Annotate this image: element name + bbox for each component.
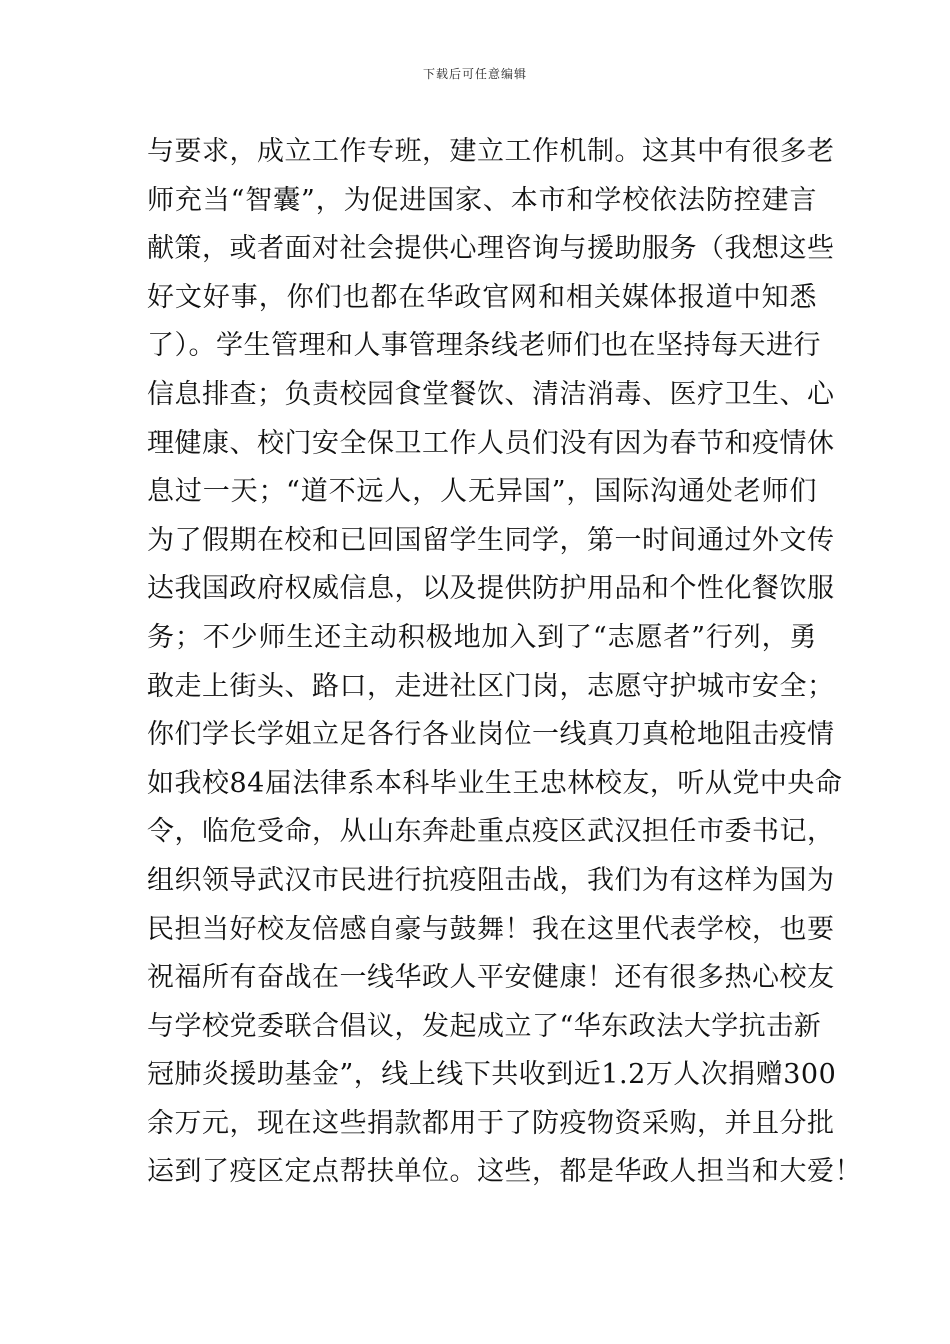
text-line: 与要求，成立工作专班，建立工作机制。这其中有很多老: [147, 136, 835, 167]
text-line: 信息排查；负责校园食堂餐饮、清洁消毒、医疗卫生、心: [147, 378, 835, 410]
text-line: 了）。学生管理和人事管理条线老师们也在坚持每天进行: [147, 330, 821, 362]
text-line: 达我国政府权威信息，以及提供防护用品和个性化餐饮服: [147, 573, 835, 605]
text-line: 余万元，现在这些捐款都用于了防疫物资采购，并且分批: [147, 1107, 835, 1139]
page-header-note: 下载后可任意编辑: [422, 67, 527, 81]
text-line: 如我校84届法律系本科毕业生王忠林校友，听从党中央命: [147, 767, 843, 799]
text-line: 好文好事，你们也都在华政官网和相关媒体报道中知悉: [147, 281, 817, 313]
text-line: 敢走上街头、路口，走进社区门岗，志愿守护城市安全；: [147, 670, 835, 702]
text-line: 与学校党委联合倡议，发起成立了“华东政法大学抗击新: [147, 1010, 822, 1042]
text-line: 运到了疫区定点帮扶单位。这些，都是华政人担当和大爱！: [147, 1156, 862, 1188]
text-line: 你们学长学姐立足各行各业岗位一线真刀真枪地阻击疫情: [147, 719, 835, 751]
text-line: 献策，或者面对社会提供心理咨询与援助服务（我想这些: [147, 233, 835, 265]
text-line: 民担当好校友倍感自豪与鼓舞！我在这里代表学校，也要: [147, 913, 835, 945]
text-line: 息过一天；“道不远人，人无异国”，国际沟通处老师们: [147, 476, 817, 508]
text-line: 组织领导武汉市民进行抗疫阻击战，我们为有这样为国为: [147, 864, 835, 896]
text-line: 令，临危受命，从山东奔赴重点疫区武汉担任市委书记，: [147, 816, 835, 848]
text-line: 为了假期在校和已回国留学生同学，第一时间通过外文传: [147, 524, 835, 556]
body-text: [147, 128, 862, 1197]
text-line: 师充当“智囊”，为促进国家、本市和学校依法防控建言: [147, 184, 817, 216]
text-line: 务；不少师生还主动积极地加入到了“志愿者”行列，勇: [147, 621, 817, 653]
text-line: 冠肺炎援助基金”，线上线下共收到近1.2万人次捐赠300: [147, 1059, 837, 1091]
text-line: 祝福所有奋战在一线华政人平安健康！还有很多热心校友: [147, 962, 835, 994]
text-line: 理健康、校门安全保卫工作人员们没有因为春节和疫情休: [147, 427, 835, 459]
